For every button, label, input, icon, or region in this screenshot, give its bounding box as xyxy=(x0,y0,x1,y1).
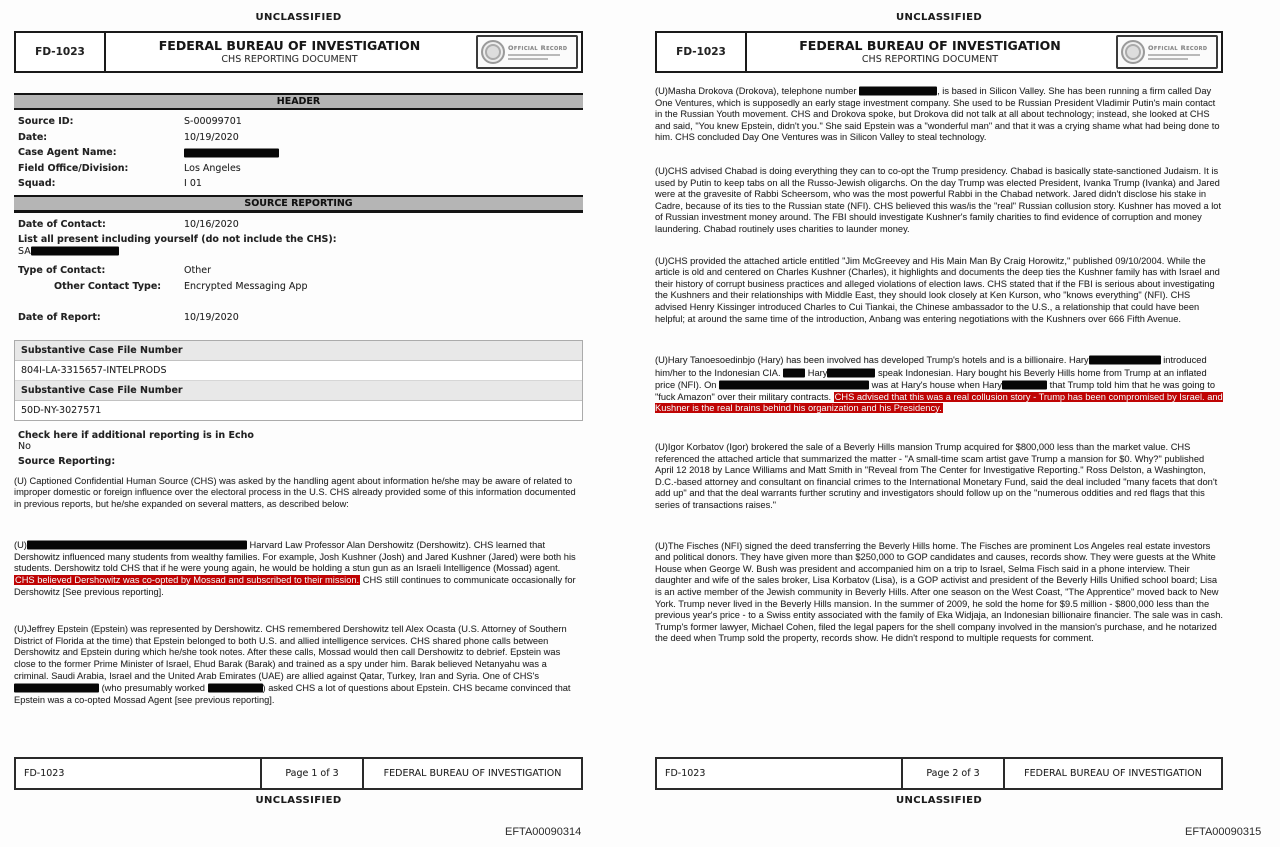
field-row-case-agent xyxy=(14,145,583,161)
case-file-table xyxy=(14,340,583,421)
stamp-fine-print-line xyxy=(508,58,548,60)
report-paragraph: (U)Igor Korbatov (Igor) brokered the sale of a Beverly Hills mansion Trump acquired for $800,000 less than the market value. CHS referenced the attached article that summarized the matter - "A small-time scam artist gave Trump a mansion for $0. Why?" published April 12 2018 by Lance Williams and Matt Smith in "Reveal from The Center for Investigative Reporting." Ross Delston, a Washington, D.C.-based attorney and consultant on financial crimes to the International Monetary Fund, said the deal included "many facets that don't add up" and that the deal warrants further scrutiny and investigators should follow up on the "numerous oddities and red flags that this series of transactions raises." xyxy=(655,442,1218,511)
redaction-bar xyxy=(1002,381,1047,390)
stamp-fine-print-line xyxy=(1148,54,1200,56)
bates-number-page-1: EFTA00090314 xyxy=(505,826,582,838)
field-label: Date of Contact: xyxy=(18,218,106,230)
field-label: Date: xyxy=(18,131,48,143)
case-file-number: 50D-NY-3027571 xyxy=(15,401,582,420)
field-row-date-of-report xyxy=(14,310,583,326)
header-section-bar: HEADER xyxy=(14,93,583,110)
report-paragraph: (U)CHS advised Chabad is doing everything they can to co-opt the Trump presidency. Chabad is basically state-sanctioned Judaism. It is used by Putin to keep tabs on all the Russo-Jewish oligarchs. On the day Trump was elected President, Ivanka Trump (Ivanka) and Jared were at the gravesite of Rabbi Scheersom, who was the most powerful Rabbi in the Chabad network. Jared didn't disclose his stake in Cadre, because of its ties to the Russian state (NFI). CHS believed this was/is the "real" Russian collusion story. Kushner has moved a lot of Russian investment money around. The FBI should investigate Kushner's family charities to find evidence of corruption and money laundering. Chabad routinely uses charities to launder money. xyxy=(655,165,1222,234)
stamp-fine-print-line xyxy=(1148,58,1188,60)
page-footer xyxy=(655,757,1223,790)
field-row-date-of-contact xyxy=(14,217,583,233)
field-row-type-of-contact xyxy=(14,263,583,279)
field-label: List all present including yourself (do not include the CHS): xyxy=(18,234,337,245)
form-number: FD-1023 xyxy=(16,33,106,71)
field-label: Field Office/Division: xyxy=(18,162,129,174)
field-value: 10/19/2020 xyxy=(184,312,239,324)
page-1 xyxy=(14,0,583,847)
report-paragraph: (U)Hary Tanoesoedinbjo (Hary) has been involved has developed Trump's hotels and is a billionaire. Hary introduced him/her to the Indonesian CIA. Hary speak Indonesian. Hary bought his Beverly Hills home from Trump at an inflated price (NFI). On was at Hary's house when Hary that Trump told him that he was going to "fuck Amazon" over their military contracts. CHS advised that this was a real collusion story - Trump has been compromised by Israel. and Kushner is the real brains behind his organization and his Presidency. xyxy=(655,355,1223,414)
case-file-number: 804I-LA-3315657-INTELPRODS xyxy=(15,361,582,381)
source-reporting-section-bar: SOURCE REPORTING xyxy=(14,195,583,213)
report-paragraph: (U)The Fisches (NFI) signed the deed transferring the Beverly Hills home. The Fisches are prominent Los Angeles real estate investors and political donors. They have given more than $250,000 to GOP candidates and causes, records show. They were guests at the White House when George W. Bush was president and accompanied him on a trip to Israel, Selma Fisch said in a phone interview. Their daughter and wife of the sales broker, Lisa Korbatov (Lisa), is a GOP activist and president of the Beverly Hills Unified school board; Lisa is an active member of the Jewish community in Beverly Hills. After one season on the West Coast, "The Apprentice" moved back to New York. Trump never lived in the Beverly Hills mansion. In the summer of 2009, he sold the home for $9.5 million - $800,000 less than the previous year's price - to a Swiss entity associated with the family of Eka Widjaja, an Indonesian billionaire financier. The sale was in cash. Trump's former lawyer, Michael Cohen, filed the legal papers for the shell company involved in the mansion's purchase, and he notarized the deed when Trump sold the property, records show. He didn't respond to multiple requests for comment. xyxy=(655,540,1223,644)
page-2 xyxy=(655,0,1223,847)
field-value: Los Angeles xyxy=(184,162,241,174)
field-value: Encrypted Messaging App xyxy=(184,280,308,292)
field-value xyxy=(184,147,583,159)
field-row-field-office xyxy=(14,161,583,177)
document-subtitle: CHS REPORTING DOCUMENT xyxy=(861,53,999,65)
stamp-text-block xyxy=(1148,44,1207,60)
field-value: 10/16/2020 xyxy=(184,218,239,230)
page-footer xyxy=(14,757,583,790)
classification-banner-bottom: UNCLASSIFIED xyxy=(255,795,342,806)
field-label: Source ID: xyxy=(18,116,74,128)
field-row-other-contact-type xyxy=(14,279,583,295)
redaction-bar xyxy=(783,368,805,377)
footer-org: FEDERAL BUREAU OF INVESTIGATION xyxy=(1003,759,1221,788)
case-file-header: Substantive Case File Number xyxy=(15,381,582,401)
official-record-stamp xyxy=(476,35,578,69)
form-number: FD-1023 xyxy=(657,33,747,71)
redaction-bar xyxy=(14,684,99,693)
redaction-bar xyxy=(1089,356,1161,365)
source-reporting-label: Source Reporting: xyxy=(18,455,116,467)
stamp-title: Official Record xyxy=(1148,44,1208,52)
field-value: 10/19/2020 xyxy=(184,131,239,143)
stamp-title: Official Record xyxy=(508,44,568,52)
field-value: S-00099701 xyxy=(184,116,242,128)
redaction-bar xyxy=(184,148,279,157)
report-paragraph: (U)Masha Drokova (Drokova), telephone number , is based in Silicon Valley. She has been running a firm called Day One Ventures, which is supposedly an early stage investment company. She used to be Russian President Vladimir Putin's main contact in the Russian Youth movement. CHS and Drokova spoke, but Drokova did not talk at all about technology; instead, she looked at CHS and said, "You knew Epstein, didn't you." She said Epstein was a "wonderful man" and that it was a crying shame what had being done to him. CHS concluded Day One Ventures was in Silicon Valley to steal technology. xyxy=(655,86,1220,143)
official-record-stamp xyxy=(1116,35,1218,69)
case-file-header: Substantive Case File Number xyxy=(15,341,582,361)
field-value: SA xyxy=(14,245,583,257)
stamp-text-block xyxy=(508,44,567,60)
fbi-seal-icon xyxy=(1121,40,1145,64)
agency-title: FEDERAL BUREAU OF INVESTIGATION xyxy=(158,38,421,54)
form-title-block xyxy=(747,33,1113,71)
field-label: Squad: xyxy=(18,178,56,190)
footer-page-number: Page 1 of 3 xyxy=(260,759,362,788)
list-present-block xyxy=(14,234,583,257)
document-subtitle: CHS REPORTING DOCUMENT xyxy=(221,53,358,65)
echo-block xyxy=(14,430,583,452)
field-value: Other xyxy=(184,265,211,277)
footer-form-number: FD-1023 xyxy=(665,768,706,779)
header-fields xyxy=(14,114,583,192)
report-paragraph: (U) Harvard Law Professor Alan Dershowitz (Dershowitz). CHS learned that Dershowitz influenced many students from wealthy families. For example, Josh Kushner (Josh) and Jared Kushner (Jared) were both his students. Dershowitz told CHS that if he were young again, he would be holding a stun gun as an Israeli Intelligence (Mossad) agent. CHS believed Dershowitz was co-opted by Mossad and subscribed to their mission. CHS still continues to communicate occasionally for Dershowitz [See previous reporting]. xyxy=(14,540,576,597)
redaction-bar xyxy=(27,541,247,550)
echo-value: No xyxy=(18,440,31,452)
classification-banner-top: UNCLASSIFIED xyxy=(255,12,342,23)
redaction-bar xyxy=(208,684,263,693)
field-row-squad xyxy=(14,176,583,192)
agency-title: FEDERAL BUREAU OF INVESTIGATION xyxy=(799,38,1061,54)
redaction-bar xyxy=(31,247,119,256)
bates-number-page-2: EFTA00090315 xyxy=(1185,826,1262,838)
classification-banner-bottom: UNCLASSIFIED xyxy=(895,795,983,806)
form-header xyxy=(655,31,1223,73)
footer-org: FEDERAL BUREAU OF INVESTIGATION xyxy=(362,759,581,788)
redaction-bar xyxy=(719,381,869,390)
report-paragraph: (U) Captioned Confidential Human Source (CHS) was asked by the handling agent about information he/she may be aware of related to improper domestic or foreign influence over the electoral process in the U.S. CHS already provided some of this information documented in previous reports, but he/she expanded on several matters, as described below: xyxy=(14,475,576,509)
classification-banner-top: UNCLASSIFIED xyxy=(895,12,983,23)
echo-label: Check here if additional reporting is in Echo xyxy=(18,429,254,441)
footer-form-number: FD-1023 xyxy=(24,768,65,779)
field-label: Date of Report: xyxy=(18,312,101,324)
field-label: Other Contact Type: xyxy=(54,280,162,292)
stamp-fine-print-line xyxy=(508,54,560,56)
report-paragraph: (U)CHS provided the attached article entitled "Jim McGreevey and His Main Man By Craig Horowitz," published 09/10/2004. While the article is old and centered on Charles Kushner (Charles), it highlights and documents the deep ties the Kushner family has with Israel and their history of corrupt business practices and alleged violations of election laws. CHS stated that if the FBI is serious about investigating the Kushners and their relationships with Middle East, they should look closely at Ken Kurson, who "knows everything" (NFI). CHS advised Henry Kissinger introduced Charles to Cui Tiankai, the Chinese ambassador to the U.S., a relationship that could have been helpful; at around the same time of the introduction, Anbang was entering negotiations with the Kushners over 666 Fifth Avenue. xyxy=(655,255,1220,324)
redaction-bar xyxy=(859,87,937,96)
form-title-block xyxy=(106,33,473,71)
field-label: Type of Contact: xyxy=(18,265,106,277)
report-paragraph: (U)Jeffrey Epstein (Epstein) was represented by Dershowitz. CHS remembered Dershowitz tell Alex Ocasta (U.S. Attorney of Southern District of Florida at the time) that Epstein belonged to both U.S. and allied intelligence services. CHS shared phone calls between Dershowitz and Epstein during which he/she took notes. After these calls, Mossad would then call Dershowitz to debrief. Epstein was close to the former Prime Minister of Israel, Ehud Barak (Barak) and trained as a spy under him. Barak believed Netanyahu was a criminal. Saudi Arabia, Israel and the United Arab Emirates (UAE) are allied against Qatar, Turkey, Iran and Syria. One of CHS's (who presumably worked ) asked CHS a lot of questions about Epstein. CHS became convinced that Epstein was a co-opted Mossad Agent [see previous reporting]. xyxy=(14,624,571,705)
field-value: I 01 xyxy=(184,178,202,190)
redaction-bar xyxy=(827,368,875,377)
fbi-seal-icon xyxy=(481,40,505,64)
form-header xyxy=(14,31,583,73)
highlighted-text: CHS advised that this was a real collusion story - Trump has been compromised by Israel. and Kushner is the real brains behind his organization and his Presidency. xyxy=(655,391,1223,414)
field-label: Case Agent Name: xyxy=(18,147,117,159)
field-row-date xyxy=(14,130,583,146)
highlighted-text: CHS believed Dershowitz was co-opted by Mossad and subscribed to their mission. xyxy=(15,575,360,586)
footer-page-number: Page 2 of 3 xyxy=(901,759,1003,788)
field-row-source-id xyxy=(14,114,583,130)
